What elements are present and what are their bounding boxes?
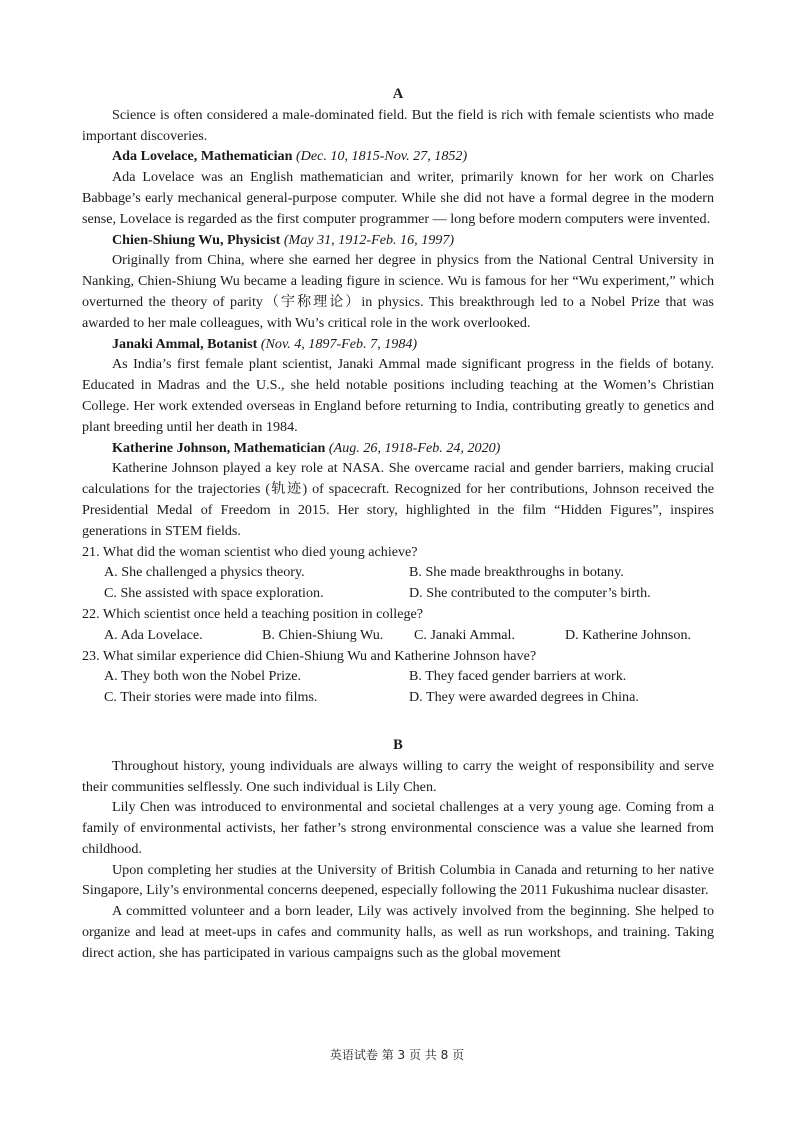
scientist-paragraph: Ada Lovelace was an English mathematician and writer, primarily known for her work on Charles Babbage’s early mechanical general-purpose computer. While she did not have a formal degree in the modern sense, Lovelace is regarded as the first computer programmer — long before modern computers were invented. — [82, 169, 714, 227]
section-b-paragraph: Throughout history, young individuals are always willing to carry the weight of responsibility and serve their communities selflessly. One such individual is Lily Chen. — [82, 757, 714, 795]
option-b[interactable]: B. They faced gender barriers at work. — [409, 668, 627, 685]
scientist-name: Ada Lovelace, Mathematician — [112, 148, 293, 165]
scientist-dates: (May 31, 1912-Feb. 16, 1997) — [283, 231, 455, 248]
scientist-paragraph: Originally from China, where she earned her degree in physics from the National Central University in Nanking, Chien-Shiung Wu became a leading figure in science. Wu is famous for her “Wu experiment,” which overturned the theory of parity（宇称理论）in physics. This breakthrough led to a Nobel Prize that was awarded to her male colleagues, with Wu’s critical role in the work overlooked. — [82, 252, 714, 331]
scientist-name: Katherine Johnson, Mathematician — [112, 439, 326, 456]
option-a[interactable]: A. They both won the Nobel Prize. — [104, 668, 302, 685]
section-gap — [82, 708, 714, 735]
question-options — [82, 583, 714, 604]
scientist-dates: (Nov. 4, 1897-Feb. 7, 1984) — [260, 335, 418, 352]
question-options — [82, 625, 714, 646]
section-b-paragraph: A committed volunteer and a born leader, Lily was actively involved from the beginning. She helped to organize and lead at meet-ups in cafes and community halls, as well as run workshops, and training. Taking direct action, she has participated in various campaigns such as the global movement — [82, 903, 714, 961]
question-options — [82, 687, 714, 708]
question-options — [82, 562, 714, 583]
scientist-heading — [82, 230, 714, 251]
option-d[interactable]: D. They were awarded degrees in China. — [409, 689, 639, 706]
option-a[interactable]: A. She challenged a physics theory. — [104, 564, 305, 581]
scientist-heading — [82, 438, 714, 459]
scientist-dates: (Aug. 26, 1918-Feb. 24, 2020) — [328, 439, 501, 456]
scientist-name: Janaki Ammal, Botanist — [112, 335, 258, 352]
option-a[interactable]: A. Ada Lovelace. — [104, 626, 203, 643]
scientist-paragraph: Katherine Johnson played a key role at NASA. She overcame racial and gender barriers, making crucial calculations for the trajectories (轨迹) of spacecraft. Recognized for her contributions, Johnson received the Presidential Medal of Freedom in 2015. Her story, highlighted in the film “Hidden Figures”, inspires generations in STEM fields. — [82, 460, 714, 539]
section-b-paragraph: Lily Chen was introduced to environmental and societal challenges at a very young age. Coming from a family of environmental activists, her father’s strong environmental conscience was a value she learned from childhood. — [82, 799, 714, 857]
option-c[interactable]: C. Janaki Ammal. — [414, 626, 515, 643]
question-options — [82, 666, 714, 687]
section-b-heading: B — [393, 736, 403, 753]
scientist-heading — [82, 334, 714, 355]
question-stem: 22. Which scientist once held a teaching position in college? — [82, 605, 424, 622]
scientist-dates: (Dec. 10, 1815-Nov. 27, 1852) — [295, 148, 468, 165]
exam-page — [82, 84, 714, 964]
option-b[interactable]: B. Chien-Shiung Wu. — [262, 626, 384, 643]
scientist-paragraph: As India’s first female plant scientist, Janaki Ammal made significant progress in the fields of botany. Educated in Madras and the U.S., she held notable positions including teaching at the Women’s Christian College. Her work extended overseas in England before returning to India, contributing greatly to genetics and plant breeding until her death in 1984. — [82, 356, 714, 435]
option-c[interactable]: C. Their stories were made into films. — [104, 689, 318, 706]
question-stem: 21. What did the woman scientist who died young achieve? — [82, 543, 418, 560]
option-b[interactable]: B. She made breakthroughs in botany. — [409, 564, 624, 581]
option-c[interactable]: C. She assisted with space exploration. — [104, 585, 324, 602]
section-a-intro: Science is often considered a male-dominated field. But the field is rich with female scientists who made important discoveries. — [82, 106, 714, 144]
scientist-heading — [82, 146, 714, 167]
page-footer: 英语试卷 第 3 页 共 8 页 — [329, 1048, 465, 1062]
section-a-heading: A — [392, 86, 404, 102]
section-b-paragraph: Upon completing her studies at the University of British Columbia in Canada and returning to her native Singapore, Lily’s environmental concerns deepened, especially following the 2011 Fukushima nuclear disaster. — [82, 861, 714, 899]
option-d[interactable]: D. Katherine Johnson. — [565, 626, 692, 643]
option-d[interactable]: D. She contributed to the computer’s birth. — [409, 585, 651, 602]
scientist-name: Chien-Shiung Wu, Physicist — [112, 231, 281, 248]
question-stem: 23. What similar experience did Chien-Shiung Wu and Katherine Johnson have? — [82, 647, 537, 664]
